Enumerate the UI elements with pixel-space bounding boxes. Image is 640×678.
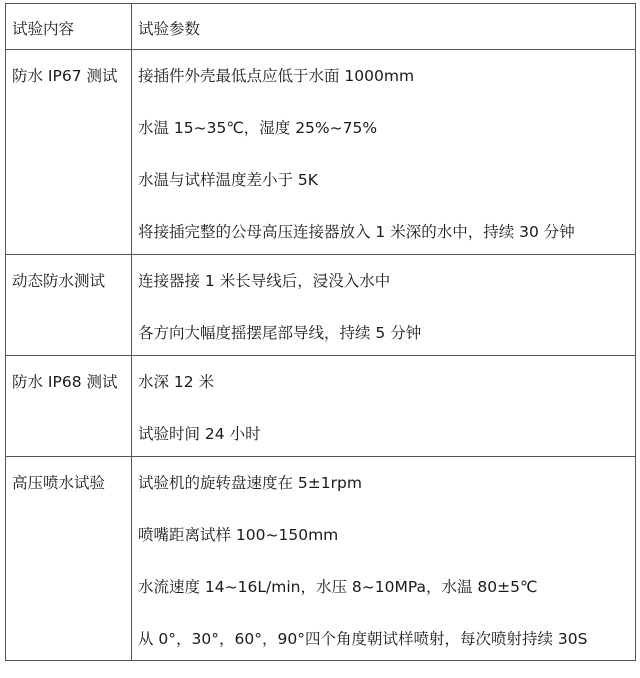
test-name: 高压喷水试验	[12, 474, 106, 492]
param-line: 水深 12 米	[138, 373, 215, 391]
test-name-cell	[6, 255, 132, 356]
table-row	[6, 50, 636, 255]
table-row	[6, 457, 636, 661]
test-name: 防水 IP68 测试	[12, 373, 118, 391]
test-name-cell	[6, 50, 132, 255]
param-line: 喷嘴距离试样 100~150mm	[138, 526, 339, 544]
test-params-cell	[132, 50, 636, 255]
param-line: 连接器接 1 米长导线后，浸没入水中	[138, 272, 391, 290]
test-params-cell	[132, 457, 636, 661]
table-row	[6, 356, 636, 457]
param-line: 各方向大幅度摇摆尾部导线，持续 5 分钟	[138, 324, 422, 342]
param-line: 水流速度 14~16L/min，水压 8~10MPa，水温 80±5℃	[138, 578, 538, 596]
header-label: 试验参数	[138, 20, 201, 38]
test-name-cell	[6, 457, 132, 661]
test-name-cell	[6, 356, 132, 457]
table-header-row	[6, 4, 636, 50]
test-params-cell	[132, 356, 636, 457]
header-cell-test-content	[6, 4, 132, 50]
test-spec-table	[5, 3, 636, 661]
test-params-cell	[132, 255, 636, 356]
param-line: 水温与试样温度差小于 5K	[138, 171, 318, 189]
param-line: 水温 15~35℃，湿度 25%~75%	[138, 119, 378, 137]
param-line: 接插件外壳最低点应低于水面 1000mm	[138, 67, 415, 85]
test-name: 防水 IP67 测试	[12, 67, 118, 85]
header-label: 试验内容	[12, 20, 75, 38]
param-line: 试验机的旋转盘速度在 5±1rpm	[138, 474, 362, 492]
param-line: 从 0°，30°，60°，90°四个角度朝试样喷射，每次喷射持续 30S	[138, 630, 588, 648]
param-line: 试验时间 24 小时	[138, 425, 261, 443]
table-row	[6, 255, 636, 356]
header-cell-test-params	[132, 4, 636, 50]
test-name: 动态防水测试	[12, 272, 106, 290]
param-line: 将接插完整的公母高压连接器放入 1 米深的水中，持续 30 分钟	[138, 223, 575, 241]
